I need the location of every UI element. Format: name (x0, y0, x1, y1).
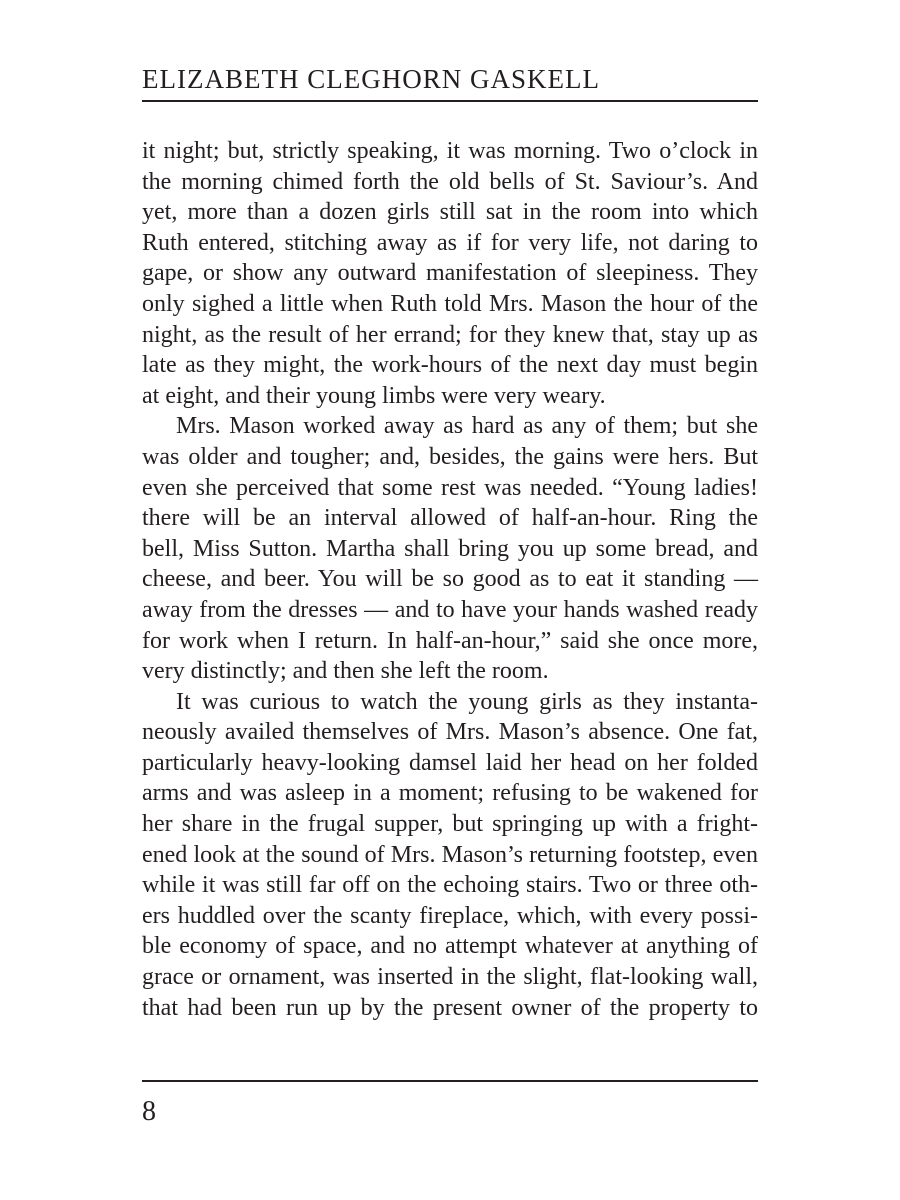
page-number: 8 (142, 1096, 156, 1127)
text-line: it night; but, strictly speaking, it was morning. Two o’clock in (142, 138, 758, 164)
text-line: ble economy of space, and no attempt whatever at anything of (142, 933, 758, 960)
body-text (142, 136, 758, 1023)
text-line: particularly heavy-looking damsel laid her head on her folded (142, 749, 758, 776)
header-rule (142, 100, 758, 102)
text-line: at eight, and their young limbs were very weary. (142, 382, 606, 409)
text-line: arms and was asleep in a moment; refusing to be wakened for (142, 780, 758, 807)
text-line: her share in the frugal supper, but springing up with a fright- (142, 811, 758, 838)
text-line: Ruth entered, stitching away as if for very life, not daring to (142, 229, 758, 256)
paragraph (142, 136, 758, 411)
text-line: there will be an interval allowed of half-an-hour. Ring the (142, 505, 758, 532)
text-line: grace or ornament, was inserted in the slight, flat-looking wall, (142, 964, 758, 991)
paragraph (142, 687, 758, 1024)
text-line: the morning chimed forth the old bells of St. Saviour’s. And (142, 168, 758, 195)
text-line: yet, more than a dozen girls still sat in the room into which (142, 199, 758, 226)
text-line: for work when I return. In half-an-hour,” said she once more, (142, 627, 758, 654)
text-line: ened look at the sound of Mrs. Mason’s returning footstep, even (142, 841, 758, 868)
text-line: Mrs. Mason worked away as hard as any of them; but she (176, 413, 758, 440)
text-line: very distinctly; and then she left the room. (142, 658, 549, 685)
text-line: ers huddled over the scanty fireplace, which, with every possi- (142, 902, 758, 929)
text-line: while it was still far off on the echoing stairs. Two or three oth- (142, 872, 758, 899)
text-line: only sighed a little when Ruth told Mrs. Mason the hour of the (142, 290, 758, 317)
running-head: ELIZABETH CLEGHORN GASKELL (142, 64, 600, 94)
text-line: night, as the result of her errand; for they knew that, stay up as (142, 321, 758, 348)
text-line: neously availed themselves of Mrs. Mason’s absence. One fat, (142, 719, 758, 746)
text-line: It was curious to watch the young girls as they instanta- (176, 688, 758, 715)
text-line: even she perceived that some rest was needed. “Young ladies! (142, 474, 758, 501)
footer-rule (142, 1080, 758, 1082)
text-line: away from the dresses — and to have your hands washed ready (142, 596, 758, 623)
text-line: that had been run up by the present owner of the property to (142, 994, 758, 1021)
text-line: cheese, and beer. You will be so good as to eat it standing — (142, 566, 758, 593)
text-line: was older and tougher; and, besides, the gains were hers. But (142, 443, 758, 470)
text-line: gape, or show any outward manifestation of sleepiness. They (142, 260, 758, 287)
text-line: late as they might, the work-hours of the next day must begin (142, 352, 758, 379)
paragraph (142, 411, 758, 686)
text-line: bell, Miss Sutton. Martha shall bring you up some bread, and (142, 535, 758, 562)
